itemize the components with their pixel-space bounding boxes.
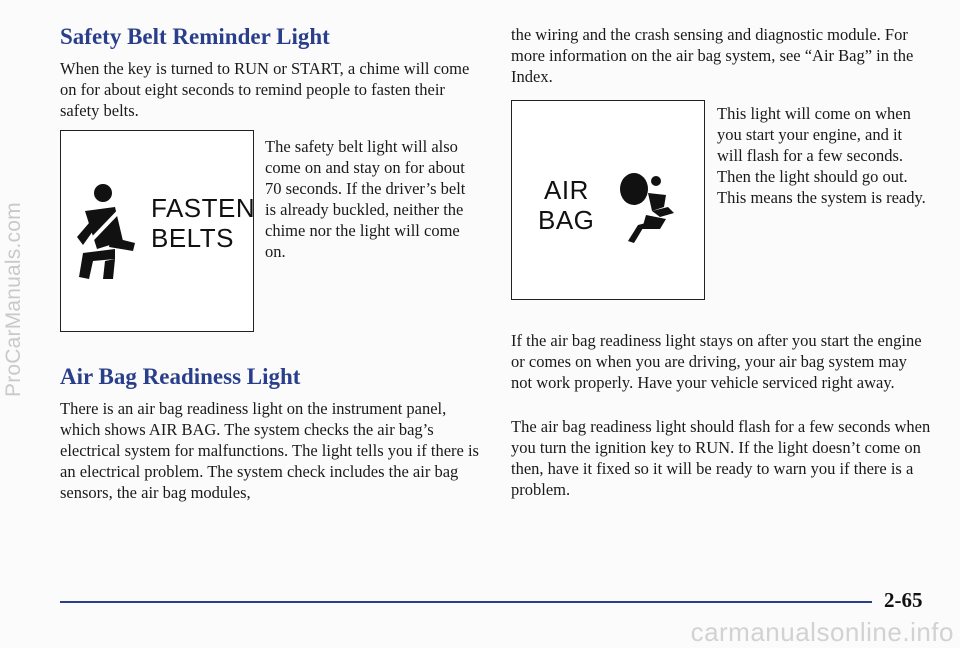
belt-side-paragraph: The safety belt light will also come on and stay on for about 70 seconds. If the driver’s belt is already buckled, neither the chime nor the light will come on.: [265, 137, 466, 261]
belt-section-heading: Safety Belt Reminder Light: [60, 24, 330, 49]
seatbelt-person-icon: [63, 179, 153, 289]
footer-rule: [60, 601, 872, 603]
belt-intro-paragraph: When the key is turned to RUN or START, a chime will come on for about eight seconds to remind people to fasten their safety belts.: [60, 59, 470, 120]
airbag-paragraph-1: There is an air bag readiness light on the instrument panel, which shows AIR BAG. The system checks the air bag’s electrical system for malfunctions. The light tells you if there is an electrical problem. The system check includes the air bag sensors, the air bag modules,: [60, 399, 479, 502]
airbag-person-icon: [612, 167, 682, 247]
airbag-sign: [511, 100, 705, 300]
page-number: 2-65: [884, 588, 923, 612]
airbag-sign-label-line1: AIR: [544, 175, 589, 205]
fasten-belts-sign: [60, 130, 254, 332]
fasten-sign-label-line2: BELTS: [151, 223, 234, 253]
bottom-watermark: carmanualsonline.info: [690, 617, 954, 647]
airbag-sign-label-line2: BAG: [538, 205, 595, 235]
airbag-paragraph-3: The air bag readiness light should flash for a few seconds when you turn the ignition key to RUN. If the light doesn’t come on then, have it fixed so it will be ready to warn you if there is a problem.: [511, 417, 931, 499]
airbag-section-heading: Air Bag Readiness Light: [60, 364, 301, 389]
airbag-continued-paragraph: the wiring and the crash sensing and diagnostic module. For more information on the air bag system, see “Air Bag” in the Index.: [511, 25, 914, 86]
fasten-sign-label-line1: FASTEN: [151, 193, 256, 223]
airbag-paragraph-2: If the air bag readiness light stays on after you start the engine or comes on when you are driving, your air bag system may not work properly. Have your vehicle serviced right away.: [511, 331, 922, 392]
side-watermark: ProCarManuals.com: [2, 202, 25, 398]
airbag-side-paragraph: This light will come on when you start your engine, and it will flash for a few seconds. Then the light should go out. This means the system is ready.: [717, 104, 926, 207]
